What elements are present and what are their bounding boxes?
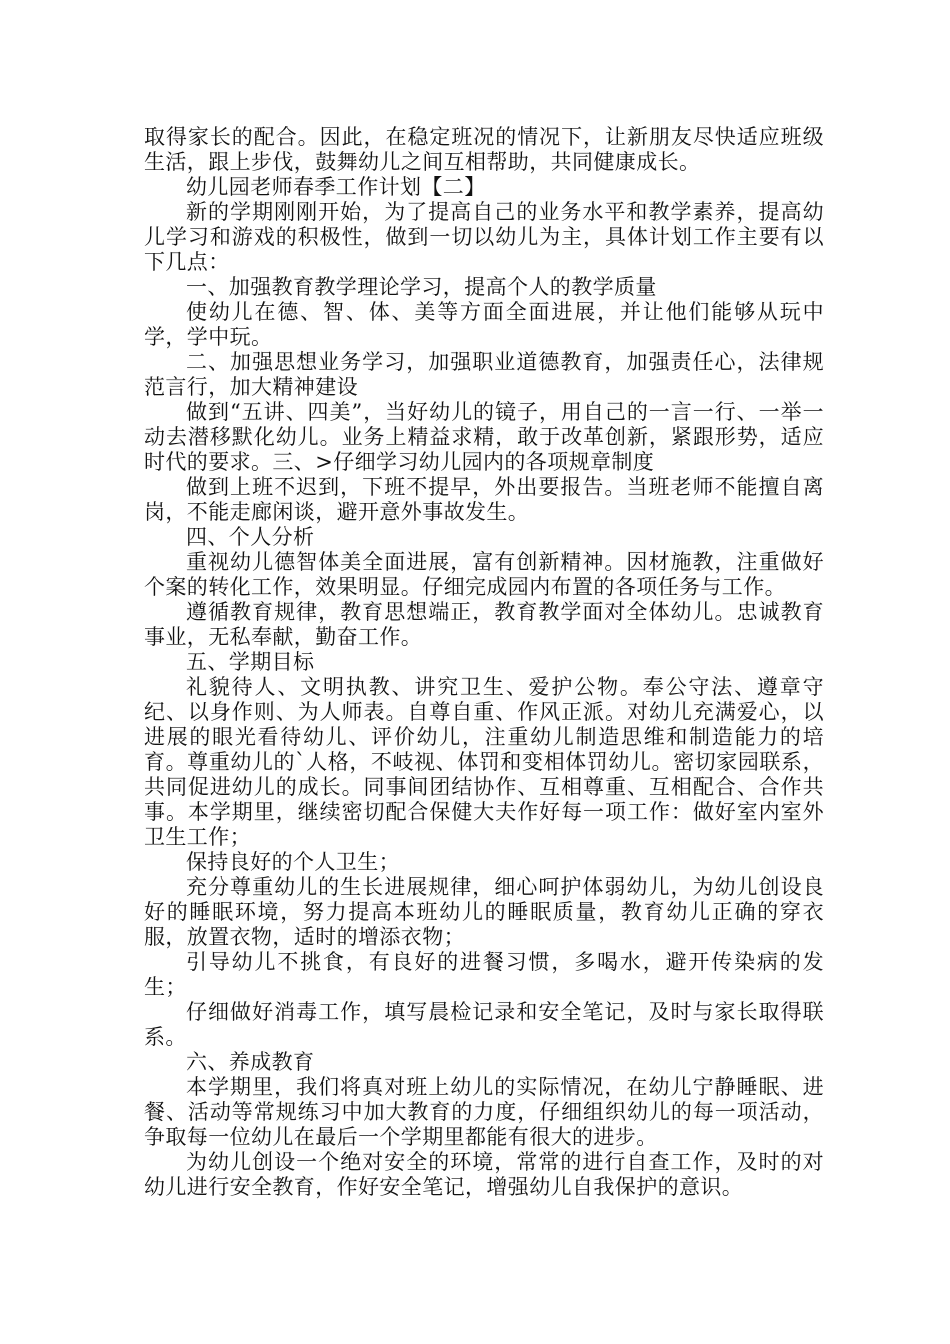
paragraph: 本学期里，我们将真对班上幼儿的实际情况，在幼儿宁静睡眠、进餐、活动等常规练习中加大教育的力度，仔细组织幼儿的每一项活动，争取每一位幼儿在最后一个学期里都能有很大的进步。	[144, 1075, 824, 1149]
paragraph: 仔细做好消毒工作，填写晨检记录和安全笔记，及时与家长取得联系。	[144, 1000, 824, 1049]
paragraph: 引导幼儿不挑食，有良好的进餐习惯，多喝水，避开传染病的发生；	[144, 950, 824, 999]
paragraph: 充分尊重幼儿的生长进展规律，细心呵护体弱幼儿，为幼儿创设良好的睡眠环境，努力提高本班幼儿的睡眠质量，教育幼儿正确的穿衣服，放置衣物，适时的增添衣物；	[144, 875, 824, 949]
paragraph: 使幼儿在德、智、体、美等方面全面进展，并让他们能够从玩中学，学中玩。	[144, 300, 824, 349]
paragraph-continuation: 取得家长的配合。因此，在稳定班况的情况下，让新朋友尽快适应班级生活，跟上步伐，鼓舞幼儿之间互相帮助，共同健康成长。	[144, 125, 824, 174]
heading-5: 五、学期目标	[186, 650, 315, 674]
heading-6: 六、养成教育	[186, 1050, 315, 1074]
document-body	[144, 125, 824, 1200]
paragraph: 做到“五讲、四美”，当好幼儿的镜子，用自己的一言一行、一举一动去潜移默化幼儿。业务上精益求精，敢于改革创新，紧跟形势，适应时代的要求。三、>仔细学习幼儿园内的各项规章制度	[144, 400, 824, 474]
heading-2: 二、加强思想业务学习，加强职业道德教育，加强责任心，法律规范言行，加大精神建设	[144, 350, 824, 399]
paragraph: 遵循教育规律，教育思想端正，教育教学面对全体幼儿。忠诚教育事业，无私奉献，勤奋工作。	[144, 600, 824, 649]
paragraph: 保持良好的个人卫生；	[186, 850, 400, 874]
heading-4: 四、个人分析	[186, 525, 315, 549]
paragraph: 做到上班不迟到，下班不提早，外出要报告。当班老师不能擅自离岗，不能走廊闲谈，避开意外事故发生。	[144, 475, 824, 524]
section-title: 幼儿园老师春季工作计划【二】	[186, 175, 486, 199]
heading-1: 一、加强教育教学理论学习，提高个人的教学质量	[186, 275, 657, 299]
paragraph: 新的学期刚刚开始，为了提高自己的业务水平和教学素养，提高幼儿学习和游戏的积极性，做到一切以幼儿为主，具体计划工作主要有以下几点：	[144, 200, 824, 274]
paragraph: 为幼儿创设一个绝对安全的环境，常常的进行自查工作，及时的对幼儿进行安全教育，作好安全笔记，增强幼儿自我保护的意识。	[144, 1150, 824, 1199]
paragraph: 礼貌待人、文明执教、讲究卫生、爱护公物。奉公守法、遵章守纪、以身作则、为人师表。自尊自重、作风正派。对幼儿充满爱心，以进展的眼光看待幼儿、评价幼儿，注重幼儿制造思维和制造能力的培育。尊重幼儿的`人格，不岐视、体罚和变相体罚幼儿。密切家园联系，共同促进幼儿的成长。同事间团结协作、互相尊重、互相配合、合作共事。本学期里，继续密切配合保健大夫作好每一项工作：做好室内室外卫生工作；	[144, 675, 824, 849]
paragraph: 重视幼儿德智体美全面进展，富有创新精神。因材施教，注重做好个案的转化工作，效果明显。仔细完成园内布置的各项任务与工作。	[144, 550, 824, 599]
